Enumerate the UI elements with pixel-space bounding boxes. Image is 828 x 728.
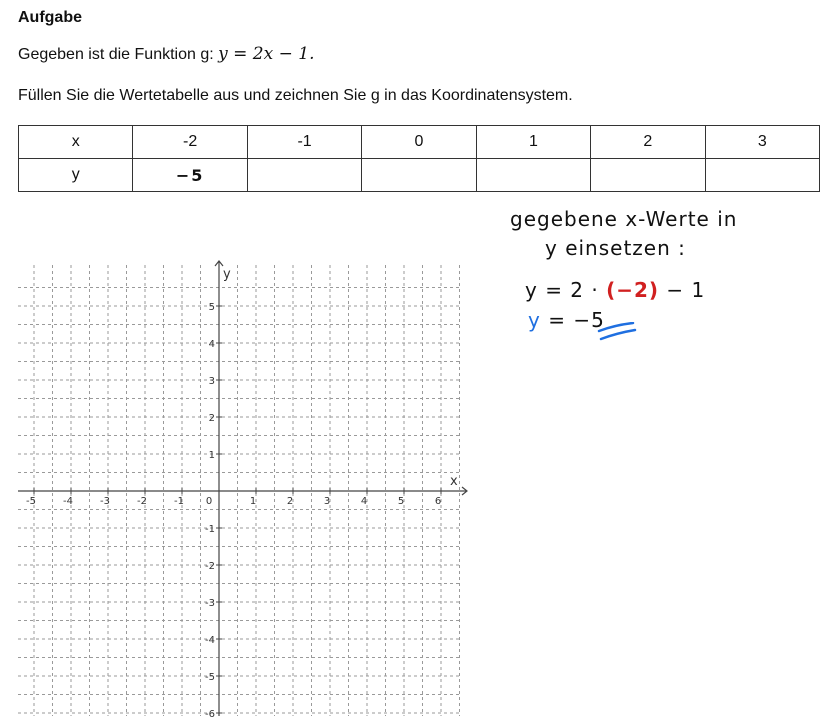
y-tick-label: 3 — [208, 376, 215, 387]
x-tick-label: -2 — [137, 496, 147, 507]
y-axis-label: y — [223, 267, 231, 282]
table-cell-x: 0 — [362, 126, 476, 159]
y-tick-label: -3 — [205, 598, 215, 609]
x-tick-label: 4 — [360, 496, 368, 507]
table-cell-x: 3 — [705, 126, 819, 159]
task-instruction: Füllen Sie die Wertetabelle aus und zeichnen Sie g in das Koordinatensystem. — [18, 87, 573, 104]
y-tick-label: -1 — [205, 524, 215, 535]
x-tick-label: 1 — [249, 496, 257, 507]
calculation-line — [525, 278, 705, 302]
y-tick-label: -4 — [205, 635, 215, 646]
note-line-1: gegebene x-Werte in — [510, 207, 738, 231]
table-cell-y[interactable] — [705, 159, 819, 192]
table-cell-x: -2 — [133, 126, 247, 159]
note-line-2: y einsetzen : — [545, 236, 686, 260]
calc-prefix: y = 2 · — [525, 278, 607, 302]
x-tick-label: -3 — [100, 496, 110, 507]
task-title: Aufgabe — [18, 9, 82, 26]
y-tick-label: 2 — [208, 413, 215, 424]
table-cell-y[interactable] — [247, 159, 361, 192]
y-tick-label: 5 — [208, 302, 215, 313]
axes — [18, 261, 467, 716]
y-tick-label: -2 — [205, 561, 215, 572]
table-row-y — [19, 159, 820, 192]
x-tick-label: -5 — [26, 496, 36, 507]
table-row-x — [19, 126, 820, 159]
value-table — [18, 125, 820, 192]
y-tick-label: 4 — [208, 339, 215, 350]
result-value: = −5 — [540, 308, 605, 332]
y-tick-label: -5 — [205, 672, 215, 683]
y-tick-label: -6 — [205, 709, 215, 720]
calc-suffix: − 1 — [659, 278, 706, 302]
table-header-y: y — [19, 159, 133, 192]
table-header-x: x — [19, 126, 133, 159]
result-variable: y — [528, 308, 541, 332]
table-cell-x: 2 — [591, 126, 705, 159]
calc-substituted-value: (−2) — [606, 278, 660, 302]
table-cell-y[interactable] — [362, 159, 476, 192]
x-tick-label: 3 — [323, 496, 331, 507]
x-tick-label: 2 — [286, 496, 294, 507]
table-cell-y[interactable] — [476, 159, 590, 192]
x-tick-label: -1 — [174, 496, 184, 507]
table-cell-y[interactable] — [591, 159, 705, 192]
result-line — [528, 308, 605, 332]
table-cell-x: -1 — [247, 126, 361, 159]
x-axis-label: x — [450, 474, 458, 489]
x-tick-label: 6 — [434, 496, 442, 507]
task-intro: Gegeben ist die Funktion g: — [18, 46, 214, 63]
function-formula: y = 2x − 1. — [218, 44, 315, 64]
x-tick-label: -4 — [63, 496, 73, 507]
x-tick-label: 0 — [205, 496, 213, 507]
table-cell-x: 1 — [476, 126, 590, 159]
y-tick-label: 1 — [208, 450, 215, 461]
coordinate-system[interactable] — [0, 250, 480, 720]
double-underline-mark — [595, 322, 640, 342]
table-cell-y[interactable]: −5 — [133, 159, 247, 192]
task-description — [18, 44, 314, 64]
x-tick-label: 5 — [397, 496, 405, 507]
